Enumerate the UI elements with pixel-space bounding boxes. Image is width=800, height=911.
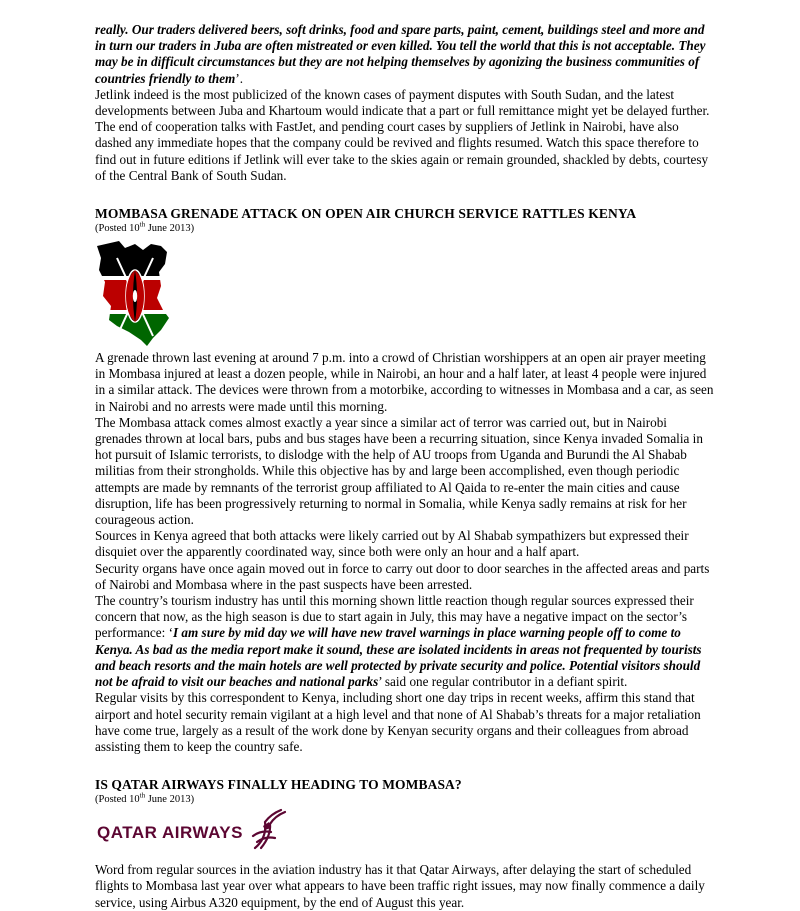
p5-tail: ’ said one regular contributor in a defiant spirit.: [378, 674, 628, 690]
document-page: [95, 22, 715, 911]
posted-prefix: (Posted 10: [95, 223, 140, 235]
p5-lead: The country’s tourism industry has until this morning shown little reaction though regular sources expressed their concern that now, as the high season is due to start again in July, this may have a negative impact on the sector’s performance: ‘: [95, 593, 694, 641]
qatar-oryx-icon: [95, 808, 295, 854]
qatar-logo-text: QATAR AIRWAYS: [97, 823, 243, 843]
article2-paragraph-1: Word from regular sources in the aviation industry has it that Qatar Airways, after delaying the start of scheduled flights to Mombasa last year over what appears to have been traffic right issues, may now finally commence a daily service, using Airbus A320 equipment, by the end of August this year.: [95, 862, 705, 910]
article1-paragraph-4: Security organs have once again moved out in force to carry out door to door searches in the affected areas and parts of Nairobi and Mombasa where in the past suspects have been arrested.: [95, 560, 710, 592]
article1-paragraph-3: Sources in Kenya agreed that both attacks were likely carried out by Al Shabab sympathizers but expressed their disquiet over the apparently coordinated way, since both were only an hour and a half apart.: [95, 528, 689, 560]
posted-suffix: June 2013): [145, 223, 195, 235]
p5-quote: I am sure by mid day we will have new travel warnings in place warning people off to come to Kenya. As bad as the media report make it sound, these are isolated incidents in areas not frequented by tourists and beach resorts and the main hotels are well protected by private security and police. Potential visitors should not be afraid to visit our beaches and national parks: [95, 625, 702, 690]
article2-posted-date: [95, 793, 715, 806]
intro-quote-text: really. Our traders delivered beers, soft drinks, food and spare parts, paint, cement, buildings steel and more and in turn our traders in Juba are often mistreated or even killed. You tell the world that this is not acceptable. They may be in difficult circumstances but they are not helping themselves by agonizing the business communities of countries friendly to them: [95, 22, 706, 86]
posted-sup: th: [139, 791, 146, 800]
intro-paragraph: Jetlink indeed is the most publicized of the known cases of payment disputes with South Sudan, and the latest developments between Juba and Khartoum would indicate that a part or full remittance might yet be delayed further. The end of cooperation talks with FastJet, and pending court cases by suppliers of Jetlink in Nairobi, have also dashed any immediate hopes that the company could be revived and flights resumed. Watch this space therefore to find out in future editions if Jetlink will ever take to the skies again or remain grounded, shackled by debts, courtesy of the Central Bank of South Sudan.: [95, 86, 710, 183]
posted-suffix: June 2013): [145, 794, 195, 806]
article1-paragraph-1: A grenade thrown last evening at around 7 p.m. into a crowd of Christian worshippers at an open air prayer meeting in Mombasa injured at least a dozen people, while in Nairobi, an hour and a half later, at least 4 people were injured in a similar attack. The devices were thrown from a motorbike, according to witnesses in Mombasa and a car, as seen in Nairobi and no arrests were made until this morning.: [95, 350, 714, 414]
intro-quote-close: ’.: [235, 70, 244, 86]
qatar-airways-logo: [95, 808, 715, 854]
article1-posted-date: [95, 222, 715, 235]
article1-paragraph-2: The Mombasa attack comes almost exactly a year since a similar act of terror was carried out, but in Nairobi grenades thrown at local bars, pubs and bus stages have been a recurring situation, since Kenya invaded Somalia in hot pursuit of Islamic terrorists, to dislodge with the help of AU troops from Uganda and Burundi the Al Shabab militias from their strongholds. While this objective has by and large been accomplished, even though periodic attempts are made by remnants of the terrorist group affiliated to Al Qaida to re-enter the main cities and cause disruption, life has been progressively returning to normal in Somalia, while Kenya sadly remains at risk for her courageous action.: [95, 414, 703, 528]
kenya-flag-map-icon: [95, 240, 173, 348]
article1-paragraph-6: Regular visits by this correspondent to Kenya, including short one day trips in recent weeks, affirm this stand that airport and hotel security remain vigilant at a high level and that none of Al Shabab’s threats for a major retaliation have come true, largely as a result of the work done by Kenyan security organs and their colleagues from abroad assisting them to keep the country safe.: [95, 690, 701, 754]
article2-headline: IS QATAR AIRWAYS FINALLY HEADING TO MOMBASA?: [95, 777, 462, 793]
posted-prefix: (Posted 10: [95, 794, 140, 806]
article1-headline: MOMBASA GRENADE ATTACK ON OPEN AIR CHURCH SERVICE RATTLES KENYA: [95, 206, 637, 222]
intro-paragraph-quote: [95, 22, 715, 87]
kenya-map-image: [95, 237, 715, 350]
posted-sup: th: [139, 220, 146, 229]
article1-paragraph-5: [95, 593, 715, 690]
